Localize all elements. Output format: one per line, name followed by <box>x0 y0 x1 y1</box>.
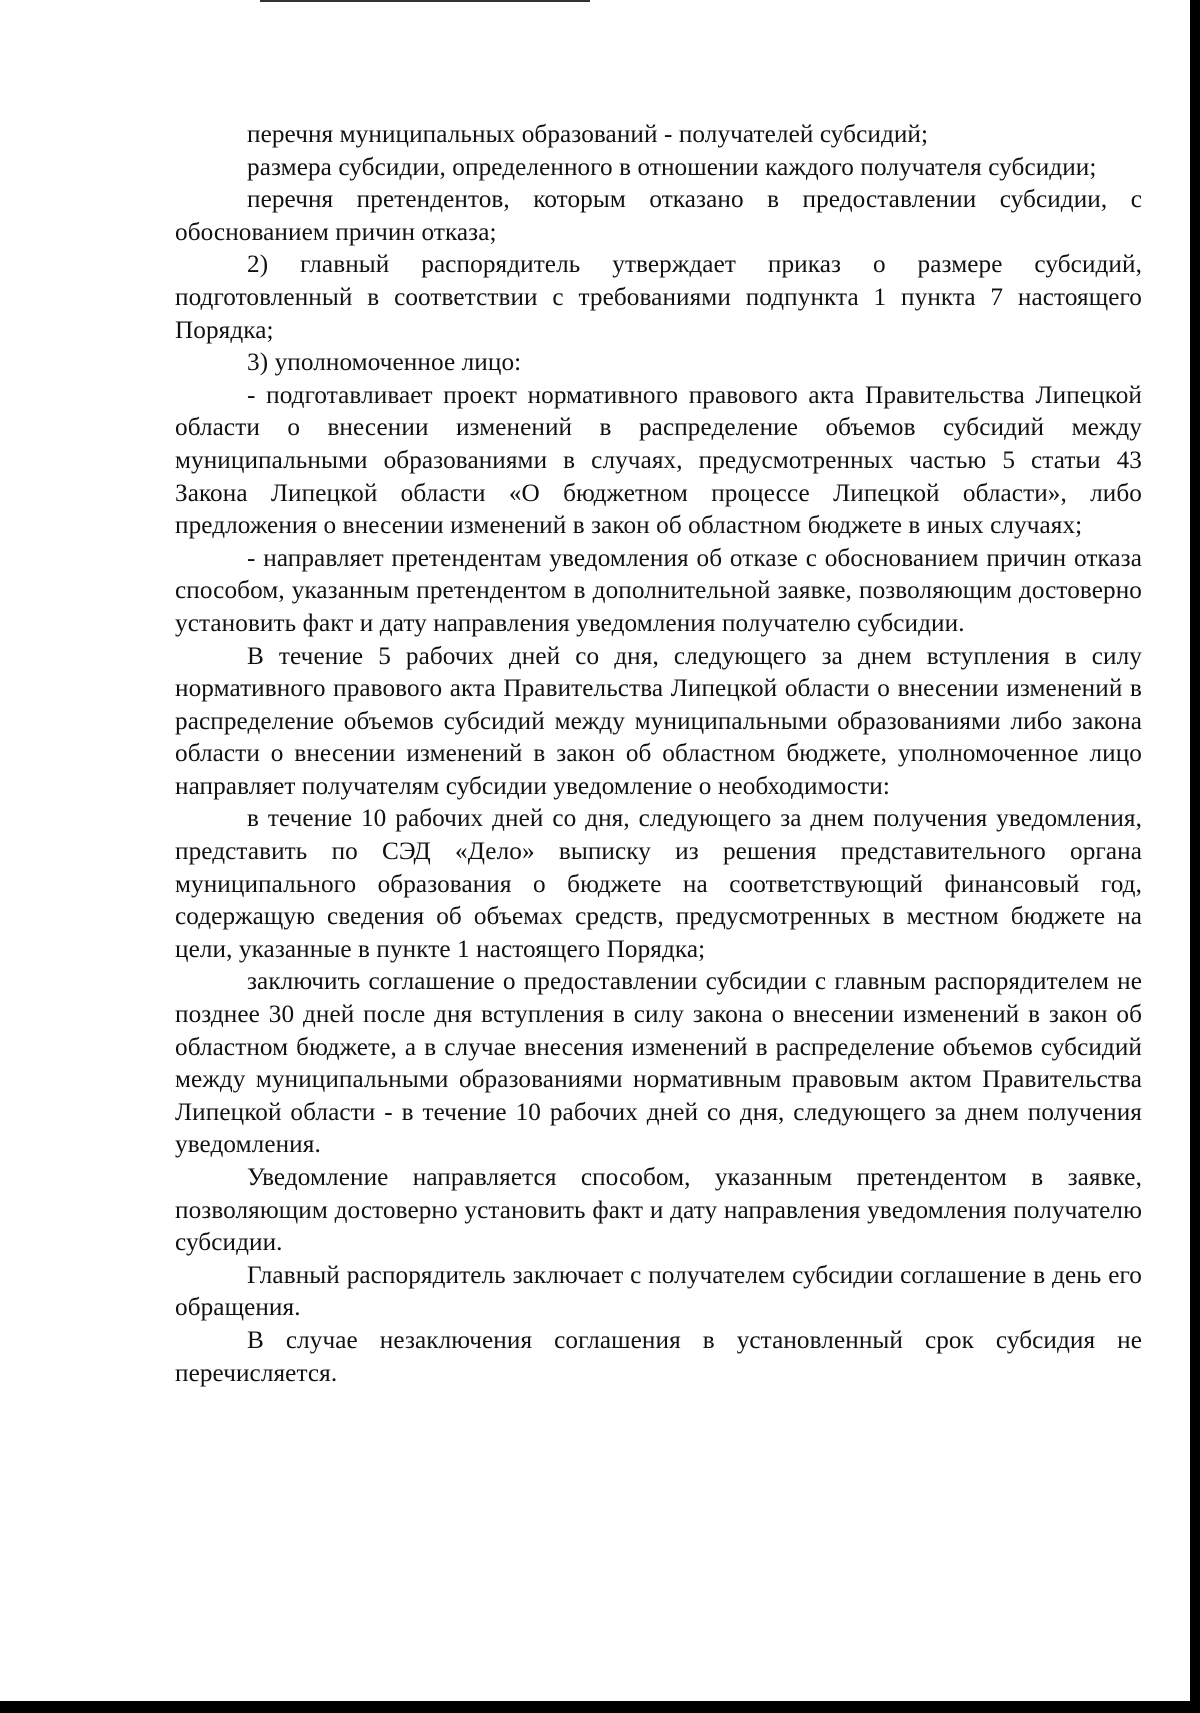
paragraph: в течение 10 рабочих дней со дня, следующего за днем получения уведомления, представить по СЭД «Дело» выписку из решения представительного органа муниципального образования о бюджете на соответствующий финансовый год, содержащую сведения об объемах средств, предусмотренных в местном бюджете на цели, указанные в пункте 1 настоящего Порядка; <box>175 805 1142 963</box>
scan-border-right <box>1190 0 1200 1713</box>
paragraph: перечня муниципальных образований - получателей субсидий; <box>247 121 929 148</box>
paragraph: Уведомление направляется способом, указанным претендентом в заявке, позволяющим достоверно установить факт и дату направления уведомления получателю субсидии. <box>175 1164 1142 1257</box>
paragraph: перечня претендентов, которым отказано в предоставлении субсидии, с обоснованием причин отказа; <box>175 186 1142 246</box>
scan-artifact-top-line <box>260 0 590 2</box>
paragraph: Главный распорядитель заключает с получателем субсидии соглашение в день его обращения. <box>175 1261 1142 1322</box>
paragraph: - направляет претендентам уведомления об отказе с обоснованием причин отказа способом, указанным претендентом в дополнительной заявке, позволяющим достоверно установить факт и дату направления уведомления получателю субсидии. <box>175 544 1142 637</box>
paragraph: - подготавливает проект нормативного правового акта Правительства Липецкой области о внесении изменений в распределение объемов субсидий между муниципальными образованиями в случаях, предусмотренных частью 5 статьи 43 Закона Липецкой области «О бюджетном процессе Липецкой области», либо предложения о внесении изменений в закон об областном бюджете в иных случаях; <box>175 381 1142 540</box>
paragraph: заключить соглашение о предоставлении субсидии с главным распорядителем не позднее 30 дней после дня вступления в силу закона о внесении изменений в закон об областном бюджете, а в случае внесения изменений в распределение объемов субсидий между муниципальными образованиями нормативным правовым актом Правительства Липецкой области - в течение 10 рабочих дней со дня, следующего за днем получения уведомления. <box>175 968 1142 1159</box>
paragraph: размера субсидии, определенного в отношении каждого получателя субсидии; <box>247 153 1097 181</box>
paragraph: 3) уполномоченное лицо: <box>247 349 522 377</box>
document-body <box>175 119 1142 1390</box>
scan-border-bottom <box>0 1701 1200 1713</box>
paragraph: В течение 5 рабочих дней со дня, следующего за днем вступления в силу нормативного правового акта Правительства Липецкой области о внесении изменений в распределение объемов субсидий между муниципальными образованиями либо закона области о внесении изменений в закон об областном бюджете, уполномоченное лицо направляет получателям субсидии уведомление о необходимости: <box>175 642 1142 800</box>
paragraph: 2) главный распорядитель утверждает приказ о размере субсидий, подготовленный в соответствии с требованиями подпункта 1 пункта 7 настоящего Порядка; <box>175 251 1142 344</box>
paragraph: В случае незаключения соглашения в установленный срок субсидия не перечисляется. <box>175 1326 1142 1387</box>
